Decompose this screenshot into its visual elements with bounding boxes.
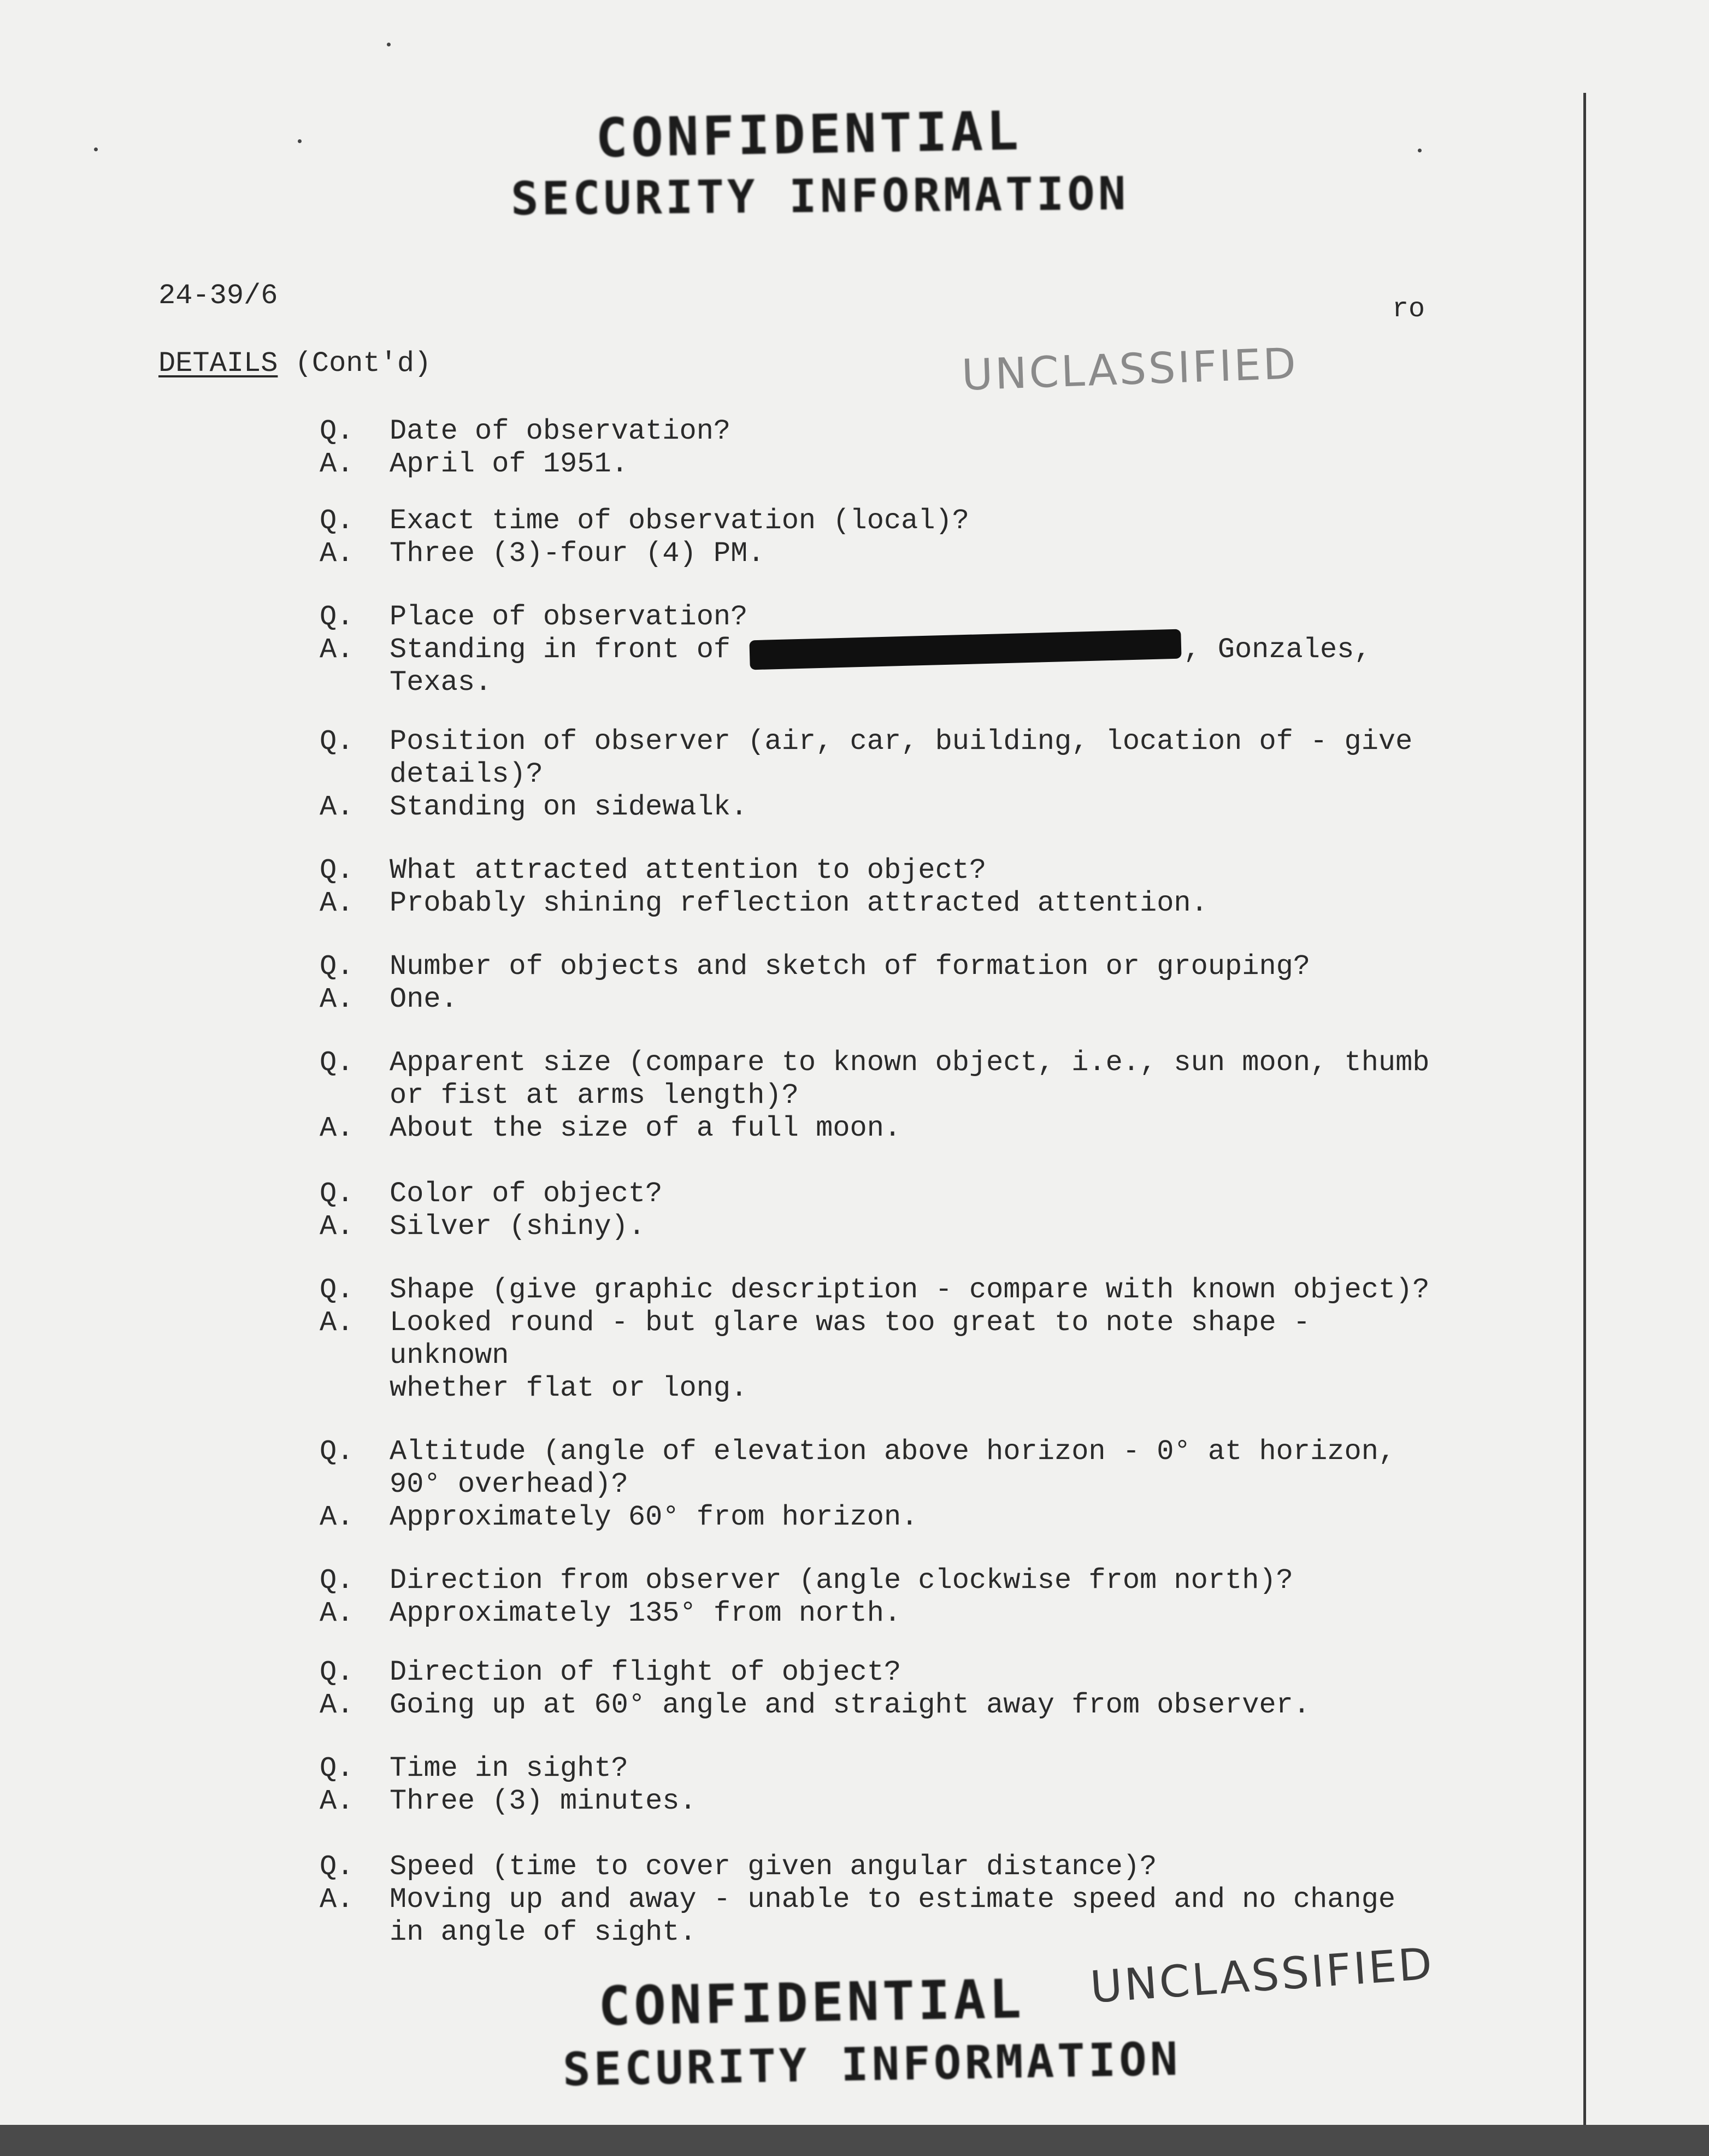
answer-text-wrap <box>390 666 1445 699</box>
answer-text-wrap <box>390 983 1445 1016</box>
answer-text: One. <box>390 983 458 1015</box>
question-line <box>320 725 1445 758</box>
answer-text: whether flat or long. <box>390 1372 748 1404</box>
question-label: Q. <box>320 1564 354 1597</box>
answer-line <box>320 1210 1445 1243</box>
answer-text-wrap <box>390 1597 1445 1630</box>
question-text: Date of observation? <box>390 415 731 447</box>
answer-text-wrap <box>390 1501 1445 1534</box>
answer-text-wrap <box>390 448 1445 481</box>
security-information-stamp-bottom: SECURITY INFORMATION <box>562 2032 1182 2096</box>
answer-line <box>320 1916 1445 1949</box>
question-line <box>320 1047 1445 1079</box>
answer-text: Silver (shiny). <box>390 1210 646 1243</box>
question-label: Q. <box>320 1656 354 1688</box>
answer-text-wrap <box>390 1372 1445 1405</box>
question-line <box>320 1468 1445 1501</box>
qa-block <box>320 1178 1445 1243</box>
question-text: What attracted attention to object? <box>390 854 987 887</box>
question-label: Q. <box>320 1274 354 1306</box>
answer-text: Moving up and away - unable to estimate speed and no change <box>390 1883 1396 1916</box>
question-label: Q. <box>320 950 354 983</box>
qa-block <box>320 1564 1445 1630</box>
question-label <box>320 758 390 791</box>
answer-label <box>320 666 390 699</box>
question-label: Q. <box>320 725 354 758</box>
answer-text: About the size of a full moon. <box>390 1112 901 1144</box>
question-label: Q. <box>320 415 354 447</box>
question-label: Q. <box>320 1178 354 1210</box>
question-label: Q. <box>320 1752 354 1785</box>
question-line <box>320 1564 1445 1597</box>
answer-label: A. <box>320 448 354 480</box>
section-heading-suffix: (Cont'd) <box>294 347 432 380</box>
question-line <box>320 1079 1445 1112</box>
question-label: Q. <box>320 854 354 887</box>
confidential-stamp-top: CONFIDENTIAL <box>595 100 1022 170</box>
answer-line <box>320 1307 1445 1372</box>
question-text: Color of object? <box>390 1178 663 1210</box>
answer-label: A. <box>320 1689 354 1721</box>
answer-line <box>320 887 1445 920</box>
qa-block <box>320 505 1445 570</box>
question-text: Shape (give graphic description - compare with known object)? <box>390 1274 1430 1306</box>
question-line <box>320 1436 1445 1468</box>
paper-speck <box>94 147 98 151</box>
qa-block <box>320 725 1445 824</box>
question-label: Q. <box>320 1851 354 1883</box>
answer-line <box>320 537 1445 570</box>
question-text: details)? <box>390 758 543 790</box>
answer-text: Approximately 135° from north. <box>390 1597 901 1629</box>
question-line <box>320 1752 1445 1785</box>
question-label: Q. <box>320 601 354 633</box>
section-heading <box>158 347 431 380</box>
answer-text: in angle of sight. <box>390 1916 697 1948</box>
question-text: Place of observation? <box>390 601 748 633</box>
unclassified-stamp-bottom: UNCLASSIFIED <box>1088 1938 1436 2013</box>
redaction-bar <box>750 629 1182 670</box>
question-text: Exact time of observation (local)? <box>390 505 969 537</box>
question-text: Direction of flight of object? <box>390 1656 901 1688</box>
qa-block <box>320 415 1445 481</box>
answer-text-wrap <box>390 1112 1445 1145</box>
answer-line <box>320 448 1445 481</box>
qa-list <box>320 415 1445 1980</box>
answer-label: A. <box>320 887 354 919</box>
page-edge-line <box>1583 93 1586 2125</box>
answer-text-wrap <box>390 634 1445 666</box>
answer-line <box>320 1372 1445 1405</box>
qa-block <box>320 854 1445 920</box>
question-label: Q. <box>320 1436 354 1468</box>
question-line <box>320 950 1445 983</box>
question-text: Altitude (angle of elevation above horizon - 0° at horizon, <box>390 1436 1396 1468</box>
answer-line <box>320 1785 1445 1818</box>
answer-label: A. <box>320 1785 354 1817</box>
answer-text-wrap <box>390 1307 1445 1372</box>
qa-block <box>320 950 1445 1016</box>
answer-text-wrap <box>390 537 1445 570</box>
answer-line <box>320 1112 1445 1145</box>
question-line <box>320 758 1445 791</box>
answer-label: A. <box>320 1883 354 1916</box>
answer-text-wrap <box>390 1785 1445 1818</box>
answer-text-after-redaction: , Gonzales, <box>1183 634 1371 666</box>
answer-line <box>320 1883 1445 1916</box>
answer-line <box>320 1597 1445 1630</box>
question-text: or fist at arms length)? <box>390 1079 799 1112</box>
question-line <box>320 1178 1445 1210</box>
answer-text-wrap <box>390 1883 1445 1916</box>
answer-text: Probably shining reflection attracted attention. <box>390 887 1208 919</box>
question-text: Apparent size (compare to known object, i.e., sun moon, thumb <box>390 1047 1430 1079</box>
qa-block <box>320 1047 1445 1145</box>
answer-text: Standing on sidewalk. <box>390 791 748 823</box>
paper-speck <box>387 43 391 46</box>
answer-label: A. <box>320 791 354 823</box>
qa-block <box>320 1851 1445 1949</box>
question-label: Q. <box>320 505 354 537</box>
answer-text: April of 1951. <box>390 448 628 480</box>
document-reference: 24-39/6 <box>158 280 278 312</box>
question-label <box>320 1468 390 1501</box>
question-text: Direction from observer (angle clockwise from north)? <box>390 1564 1293 1597</box>
answer-label <box>320 1916 390 1949</box>
question-line <box>320 601 1445 634</box>
answer-label: A. <box>320 1307 354 1339</box>
answer-line <box>320 1689 1445 1722</box>
answer-label: A. <box>320 1112 354 1144</box>
question-text: Position of observer (air, car, building, location of - give <box>390 725 1413 758</box>
question-label: Q. <box>320 1047 354 1079</box>
question-line <box>320 1851 1445 1883</box>
question-line <box>320 415 1445 448</box>
question-line <box>320 1274 1445 1307</box>
answer-label: A. <box>320 634 354 666</box>
paper-speck <box>298 139 302 143</box>
answer-line <box>320 791 1445 824</box>
question-text: Number of objects and sketch of formation or grouping? <box>390 950 1311 983</box>
answer-text: Texas. <box>390 666 492 699</box>
question-text: Time in sight? <box>390 1752 628 1785</box>
question-text: Speed (time to cover given angular distance)? <box>390 1851 1157 1883</box>
qa-block <box>320 1752 1445 1818</box>
answer-text: Three (3)-four (4) PM. <box>390 537 765 570</box>
answer-label: A. <box>320 1210 354 1243</box>
answer-text-wrap <box>390 1210 1445 1243</box>
document-initials: ro <box>1392 294 1425 325</box>
answer-label: A. <box>320 1597 354 1629</box>
answer-label <box>320 1372 390 1405</box>
answer-line <box>320 1501 1445 1534</box>
qa-block <box>320 1274 1445 1405</box>
qa-block <box>320 1656 1445 1722</box>
answer-text: Standing in front of <box>390 634 731 666</box>
answer-line <box>320 666 1445 699</box>
answer-label: A. <box>320 537 354 570</box>
question-line <box>320 505 1445 537</box>
unclassified-stamp-top: UNCLASSIFIED <box>960 339 1299 400</box>
question-text: 90° overhead)? <box>390 1468 628 1501</box>
answer-text-wrap <box>390 1689 1445 1722</box>
qa-block <box>320 601 1445 699</box>
answer-text: Going up at 60° angle and straight away from observer. <box>390 1689 1311 1721</box>
answer-text: Approximately 60° from horizon. <box>390 1501 918 1533</box>
qa-block <box>320 1436 1445 1534</box>
answer-label: A. <box>320 1501 354 1533</box>
answer-text: Looked round - but glare was too great to note shape - unknown <box>390 1307 1328 1372</box>
paper-speck <box>1418 149 1422 152</box>
answer-label: A. <box>320 983 354 1015</box>
answer-text-wrap <box>390 791 1445 824</box>
section-heading-label: DETAILS <box>158 347 278 380</box>
answer-text: Three (3) minutes. <box>390 1785 697 1817</box>
question-line <box>320 1656 1445 1689</box>
question-line <box>320 854 1445 887</box>
confidential-stamp-bottom: CONFIDENTIAL <box>598 1968 1025 2038</box>
answer-line <box>320 983 1445 1016</box>
answer-text-wrap <box>390 1916 1445 1949</box>
question-label <box>320 1079 390 1112</box>
answer-text-wrap <box>390 887 1445 920</box>
security-information-stamp-top: SECURITY INFORMATION <box>510 167 1129 226</box>
answer-line <box>320 634 1445 666</box>
